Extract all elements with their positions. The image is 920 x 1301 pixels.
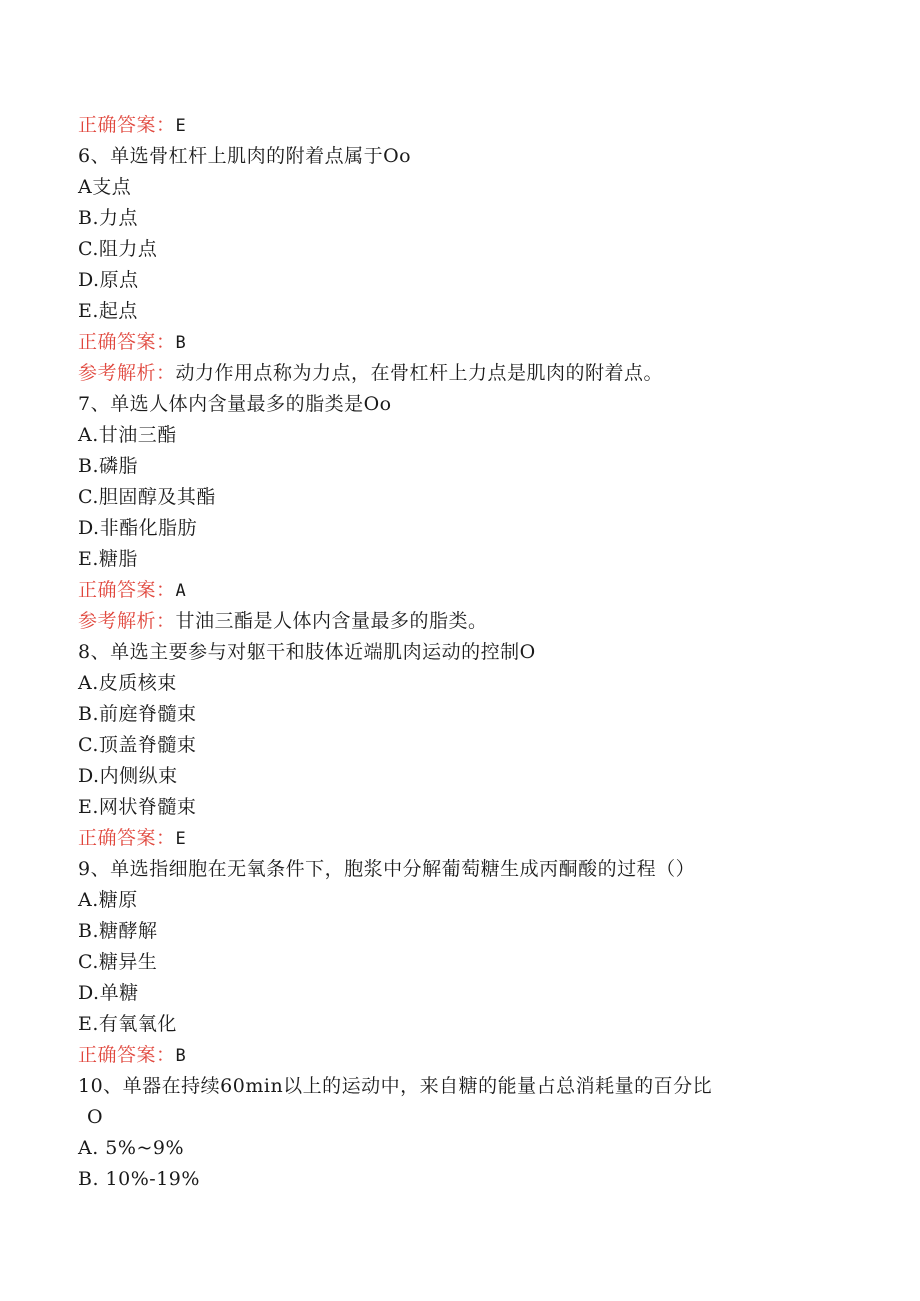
- document-page: [78, 110, 858, 1195]
- question-stem: 10、单器在持续60min以上的运动中，来自糖的能量占总消耗量的百分比: [78, 1075, 713, 1097]
- answer-line: [78, 1040, 858, 1071]
- question-stem: 8、单选主要参与对躯干和肢体近端肌肉运动的控制O: [78, 641, 536, 663]
- answer-label: 正确答案：: [78, 579, 176, 601]
- option: B.糖酵解: [78, 920, 158, 942]
- option: D.单糖: [78, 982, 139, 1004]
- answer-line: [78, 575, 858, 606]
- question-stem: 9、单选指细胞在无氧条件下，胞浆中分解葡萄糖生成丙酮酸的过程（）: [78, 858, 696, 880]
- option: D.原点: [78, 269, 139, 291]
- answer-value: E: [175, 829, 187, 849]
- answer-value: B: [175, 1046, 187, 1066]
- answer-value: B: [175, 333, 187, 353]
- question-stem: 6、单选骨杠杆上肌肉的附着点属于Oo: [78, 145, 412, 167]
- option: C.糖异生: [78, 951, 158, 973]
- option: B.前庭脊髓束: [78, 703, 197, 725]
- option: A.甘油三酯: [78, 424, 177, 446]
- option: E.网状脊髓束: [78, 796, 197, 818]
- analysis-text: 甘油三酯是人体内含量最多的脂类。: [175, 610, 488, 632]
- answer-value: E: [175, 116, 187, 136]
- answer-label: 正确答案：: [78, 827, 176, 849]
- answer-label: 正确答案：: [78, 1044, 176, 1066]
- answer-label: 正确答案：: [78, 114, 176, 136]
- analysis-label: 参考解析：: [78, 610, 176, 632]
- option: A. 5%~9%: [78, 1137, 185, 1159]
- question-stem-continuation: O: [87, 1106, 104, 1128]
- option: A支点: [78, 176, 132, 198]
- answer-label: 正确答案：: [78, 331, 176, 353]
- option: C.顶盖脊髓束: [78, 734, 197, 756]
- analysis-label: 参考解析：: [78, 362, 176, 384]
- analysis-text: 动力作用点称为力点，在骨杠杆上力点是肌肉的附着点。: [175, 362, 664, 384]
- option: D.内侧纵束: [78, 765, 178, 787]
- answer-line: [78, 327, 858, 358]
- answer-line: [78, 110, 858, 141]
- question-stem: 7、单选人体内含量最多的脂类是Oo: [78, 393, 392, 415]
- option: B.磷脂: [78, 455, 139, 477]
- option: A.糖原: [78, 889, 138, 911]
- option: C.阻力点: [78, 238, 158, 260]
- answer-line: [78, 823, 858, 854]
- option: C.胆固醇及其酯: [78, 486, 216, 508]
- option: B. 10%-19%: [78, 1168, 200, 1190]
- option: B.力点: [78, 207, 139, 229]
- option: E.起点: [78, 300, 138, 322]
- analysis-line: [78, 358, 858, 389]
- analysis-line: [78, 606, 858, 637]
- answer-value: A: [175, 581, 187, 601]
- option: E.有氧氧化: [78, 1013, 177, 1035]
- option: A.皮质核束: [78, 672, 177, 694]
- option: E.糖脂: [78, 548, 138, 570]
- option: D.非酯化脂肪: [78, 517, 198, 539]
